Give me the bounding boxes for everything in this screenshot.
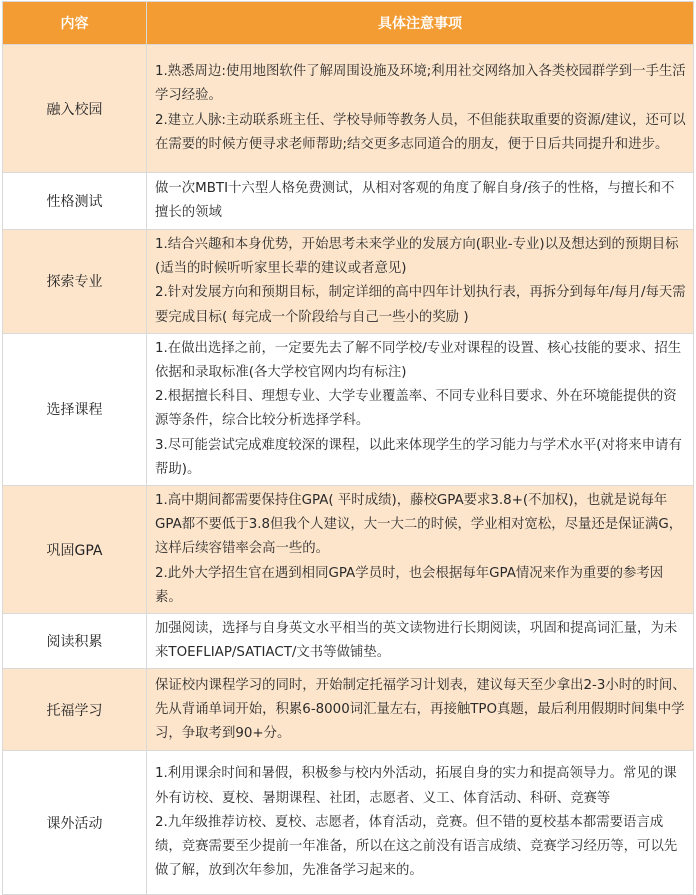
detail-paragraph: 1.熟悉周边:使用地图软件了解周围设施及环境;利用社交网络加入各类校园群学到一手生活学习经验。: [155, 64, 686, 104]
detail-paragraph: 1.利用课余时间和暑假，积极参与校内外活动，拓展自身的实力和提高领导力。常见的课外有访校、夏校、暑期课程、社团，志愿者、义工、体育活动、科研、竞赛等: [155, 766, 677, 806]
detail-paragraph: 2.九年级推荐访校、夏校、志愿者，体育活动，竞赛。但不错的夏校基本都需要语言成绩，竞赛需要至少提前一年准备，所以在这之前没有语言成绩、竞赛学习经历等，可以先做了解，放到次年参加，先准备学习起来的。: [155, 814, 678, 879]
detail-paragraph: 做一次MBTI十六型人格免费测试，从相对客观的角度了解自身/孩子的性格，与擅长和不擅长的领域: [155, 180, 675, 220]
row-topic: 课外活动: [3, 751, 147, 895]
header-detail: 具体注意事项: [147, 2, 694, 45]
row-detail: [147, 45, 694, 173]
row-detail: [147, 614, 694, 669]
detail-paragraph: 1.高中期间都需要保持住GPA( 平时成绩)，藤校GPA要求3.8+(不加权)，也就是说每年GPA都不要低于3.8但我个人建议，大一大二的时候，学业相对宽松，尽量还是保证满G，这样后续容错率会高一些的。: [155, 493, 683, 557]
row-detail: [147, 486, 694, 614]
table-header-row: [3, 2, 694, 45]
detail-paragraph: 1.结合兴趣和本身优势，开始思考未来学业的发展方向(职业-专业)以及想达到的预期目标(适当的时候听听家里长辈的建议或者意见): [155, 237, 679, 277]
row-topic: 选择课程: [3, 333, 147, 485]
row-topic: 探索专业: [3, 230, 147, 334]
table-row: [3, 614, 694, 669]
table-row: [3, 333, 694, 485]
row-topic: 阅读积累: [3, 614, 147, 669]
row-detail: [147, 230, 694, 334]
table-row: [3, 751, 694, 895]
table-row: [3, 230, 694, 334]
detail-paragraph: 2.针对发展方向和预期目标，制定详细的高中四年计划执行表，再拆分到每年/每月/每天需要完成目标( 每完成一个阶段给与自己一些小的奖励 ): [155, 285, 686, 325]
detail-paragraph: 1.在做出选择之前，一定要先去了解不同学校/专业对课程的设置、核心技能的要求、招生依据和录取标准(各大学校官网内均有标注): [155, 340, 682, 381]
row-detail: [147, 669, 694, 751]
row-topic: 托福学习: [3, 669, 147, 751]
table-row: [3, 45, 694, 173]
plan-table-wrapper: [2, 1, 693, 885]
detail-paragraph: 保证校内课程学习的同时，开始制定托福学习计划表，建议每天至少拿出2-3小时的时间、先从背诵单词开始，积累6-8000词汇量左右，再接触TPO真题，最后利用假期时间集中学习，争取考到90+分。: [155, 677, 686, 742]
detail-paragraph: 2.此外大学招生官在遇到相同GPA学员时，也会根据每年GPA情况来作为重要的参考因素。: [155, 565, 664, 605]
table-row: [3, 486, 694, 614]
detail-paragraph: 加强阅读，选择与自身英文水平相当的英文读物进行长期阅读，巩固和提高词汇量，为未来TOEFLIAP/SATIACT/文书等做铺垫。: [155, 621, 678, 661]
header-topic: 内容: [3, 2, 147, 45]
row-detail: [147, 333, 694, 485]
row-topic: 融入校园: [3, 45, 147, 173]
row-detail: [147, 173, 694, 230]
detail-paragraph: 2.建立人脉:主动联系班主任、学校导师等教务人员，不但能获取重要的资源/建议，还可以在需要的时候方便寻求老师帮助;结交更多志同道合的朋友，便于日后共同提升和进步。: [155, 112, 686, 152]
row-topic: 巩固GPA: [3, 486, 147, 614]
table-row: [3, 173, 694, 230]
table-row: [3, 669, 694, 751]
study-plan-table: [2, 1, 694, 895]
row-detail: [147, 751, 694, 895]
row-topic: 性格测试: [3, 173, 147, 230]
detail-paragraph: 2.根据擅长科目、理想专业、大学专业覆盖率、不同专业科目要求、外在环境能提供的资源等条件，综合比较分析选择学科。: [155, 389, 677, 429]
detail-paragraph: 3.尽可能尝试完成难度较深的课程，以此来体现学生的学习能力与学术水平(对将来申请有帮助)。: [155, 437, 682, 477]
